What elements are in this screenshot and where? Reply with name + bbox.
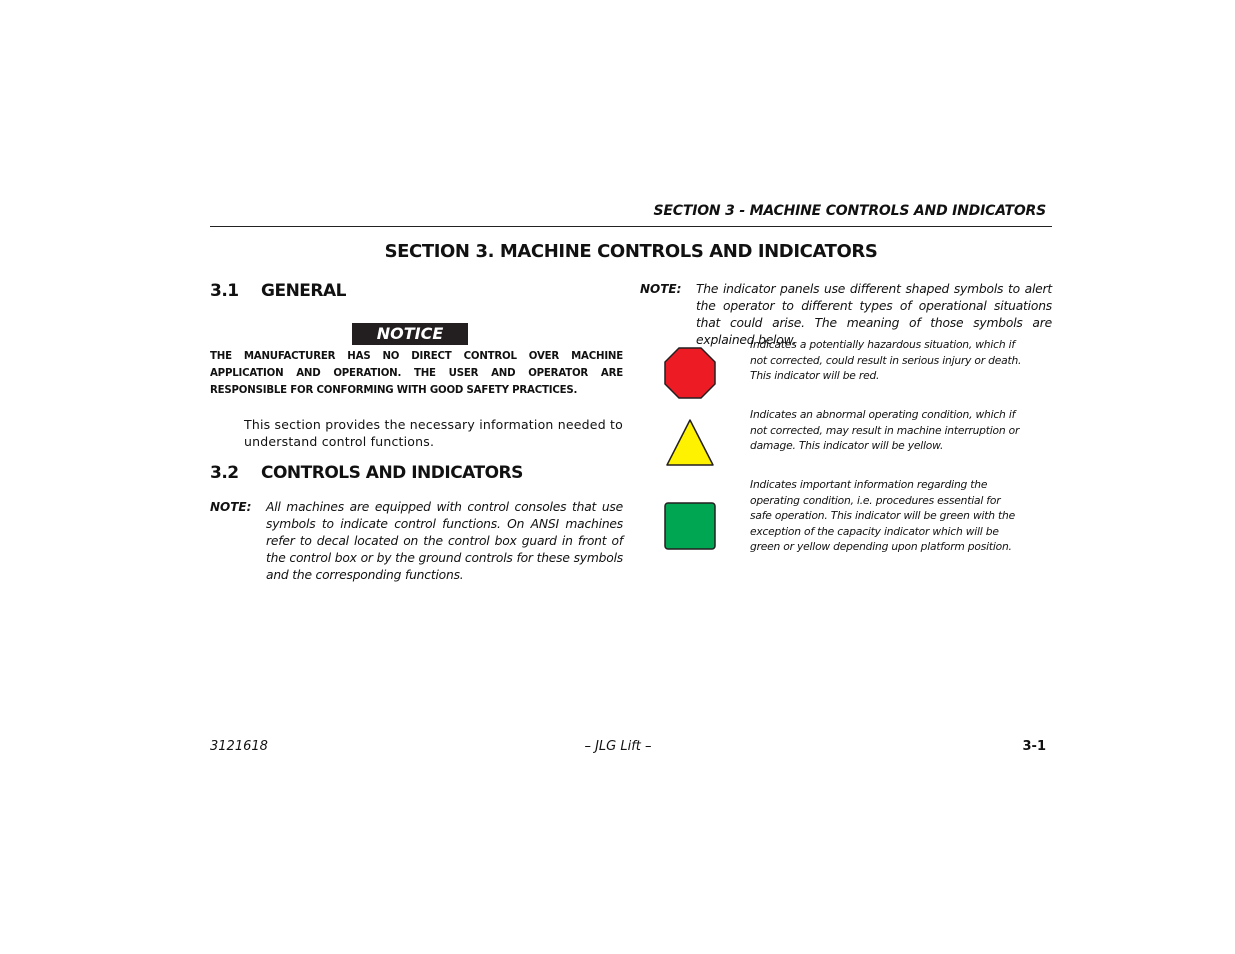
heading-general [210, 281, 346, 301]
symbol-description-green: Indicates important information regarding the operating condition, i.e. procedures essential for safe operation. This indicator will be green with the exception of the capacity indicator which will be green or yellow depending upon platform position. [750, 478, 1015, 553]
doc-number: 3121618 [210, 739, 268, 754]
symbol-description-yellow: Indicates an abnormal operating condition, which if not corrected, may result in machine interruption or damage. This indicator will be yellow. [750, 408, 1020, 452]
header-rule [210, 226, 1052, 227]
red-octagon-icon [662, 346, 718, 400]
note-label: NOTE: [640, 282, 682, 296]
heading-controls-indicators [210, 463, 523, 483]
octagon-shape [665, 348, 715, 398]
green-square-icon [662, 500, 718, 552]
heading-number: 3.2 [210, 463, 239, 483]
notice-text: THE MANUFACTURER HAS NO DIRECT CONTROL OVER MACHINE APPLICATION AND OPERATION. THE USER AND OPERATOR ARE RESPONSIBLE FOR CONFORMING WITH GOOD SAFETY PRACTICES. [210, 351, 623, 396]
general-body-text: This section provides the necessary information needed to understand control functions. [244, 417, 623, 449]
heading-label: CONTROLS AND INDICATORS [261, 463, 523, 483]
running-header: SECTION 3 - MACHINE CONTROLS AND INDICATORS [653, 203, 1046, 219]
heading-number: 3.1 [210, 281, 239, 301]
notice-badge: NOTICE [352, 323, 468, 345]
footer-brand: – JLG Lift – [584, 739, 652, 754]
note-label: NOTE: [210, 500, 252, 514]
yellow-triangle-icon [662, 416, 718, 470]
note-text: All machines are equipped with control consoles that use symbols to indicate control functions. On ANSI machines refer to decal located on the control box guard in front of the control box or by the ground controls for these symbols and the corresponding functions. [266, 500, 623, 582]
square-shape [665, 503, 715, 549]
symbol-description-red: Indicates a potentially hazardous situation, which if not corrected, could result in serious injury or death. This indicator will be red. [750, 338, 1022, 382]
heading-label: GENERAL [261, 281, 346, 301]
triangle-shape [667, 420, 713, 465]
page-number: 3-1 [1022, 739, 1046, 754]
indicator-note-text: The indicator panels use different shaped symbols to alert the operator to different types of operational situations that could arise. The meaning of those symbols are explained below. [696, 282, 1052, 347]
section-title: SECTION 3. MACHINE CONTROLS AND INDICATORS [384, 241, 878, 262]
